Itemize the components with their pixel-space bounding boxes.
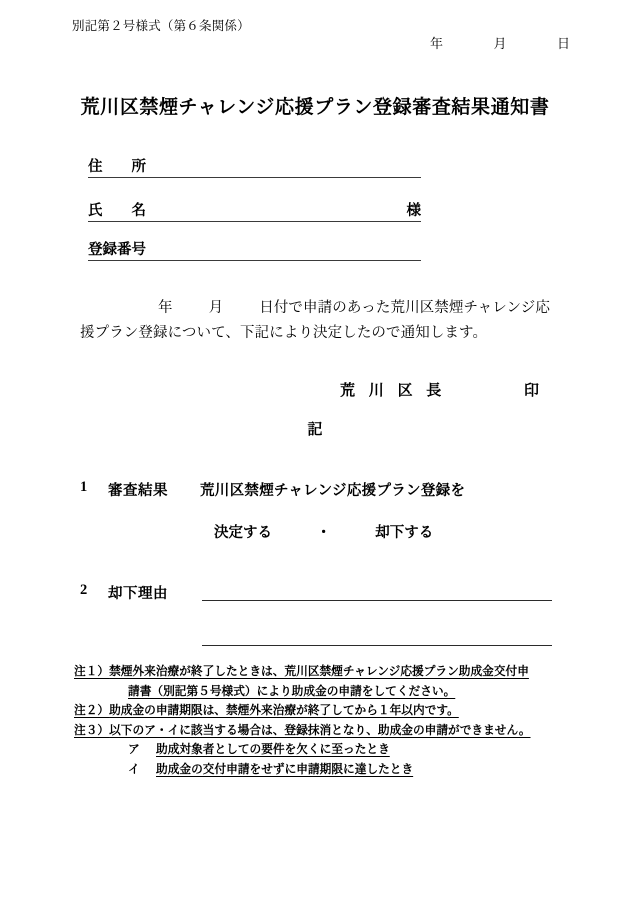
decision-choices	[214, 521, 433, 542]
decision-option-reject[interactable]: 却下する	[375, 525, 434, 541]
address-field[interactable]	[88, 155, 421, 178]
seal-mark: 印	[524, 383, 540, 399]
footnote-3-sub-item-a-mark: ア	[128, 743, 140, 757]
rejection-reason-line-2[interactable]	[202, 645, 552, 646]
footnote-2-line-1: 助成金の申請期限は、禁煙外来治療が終了してから１年以内です。	[109, 704, 459, 718]
page-title: 荒川区禁煙チャレンジ応援プラン登録審査結果通知書	[80, 97, 550, 118]
footnote-3-sub-item-b-text: 助成金の交付申請をせずに申請期限に達したとき	[156, 762, 414, 776]
footnote-3-sub-item-a-text: 助成対象者としての要件を欠くに至ったとき	[156, 743, 390, 757]
issue-date-line	[430, 33, 570, 52]
issue-date-month: 月	[493, 36, 507, 51]
footnote-2	[74, 701, 556, 721]
footnote-1-marker: 注１）	[74, 665, 110, 678]
name-honorific: 様	[406, 203, 421, 219]
section-2-label: 却下理由	[108, 586, 168, 602]
name-label: 氏 名	[88, 203, 146, 219]
footnote-1	[74, 662, 556, 701]
decision-option-separator: ・	[316, 525, 331, 541]
footnote-3-line-1: 以下のア・イに該当する場合は、登録抹消となり、助成金の申請ができません。	[109, 723, 531, 737]
rejection-reason-line-1[interactable]	[202, 600, 552, 601]
body-paragraph	[80, 296, 560, 346]
issuer-signature: 荒 川 区 長	[340, 383, 447, 399]
issue-date-day: 日	[557, 36, 571, 51]
decision-option-approve[interactable]: 決定する	[214, 525, 272, 541]
body-date-month: 月	[208, 300, 224, 316]
body-line-1: 日付で申請のあった荒川区禁煙チャレンジ	[259, 300, 536, 316]
name-field[interactable]	[88, 199, 421, 222]
section-1-number: 1	[80, 479, 88, 495]
footnotes	[74, 662, 556, 780]
registration-number-field[interactable]	[88, 238, 421, 261]
address-label: 住 所	[88, 159, 146, 175]
form-code: 別記第２号様式（第６条関係）	[72, 19, 250, 33]
section-1-text: 荒川区禁煙チャレンジ応援プラン登録を	[200, 483, 466, 499]
footnote-3	[74, 721, 556, 780]
footnote-2-marker: 注２）	[74, 704, 110, 718]
section-2-number: 2	[80, 582, 88, 598]
section-1-label: 審査結果	[108, 483, 168, 499]
footnote-3-marker: 注３）	[74, 723, 110, 737]
body-line-2: 応援プラン登録について、下記により決定したので通知します。	[80, 300, 550, 341]
issue-date-year: 年	[430, 36, 444, 51]
footnote-1-line-1: 禁煙外来治療が終了したときは、荒川区禁煙チャレンジ応援プラン助成金交付申	[109, 665, 529, 678]
ki-marker: 記	[307, 422, 323, 438]
body-date-year: 年	[158, 300, 173, 316]
registration-number-label: 登録番号	[88, 242, 146, 258]
footnote-1-line-2: 請書（別記第５号様式）により助成金の申請をしてください。	[128, 684, 456, 698]
footnote-3-sub-item-b-mark: イ	[128, 762, 140, 776]
